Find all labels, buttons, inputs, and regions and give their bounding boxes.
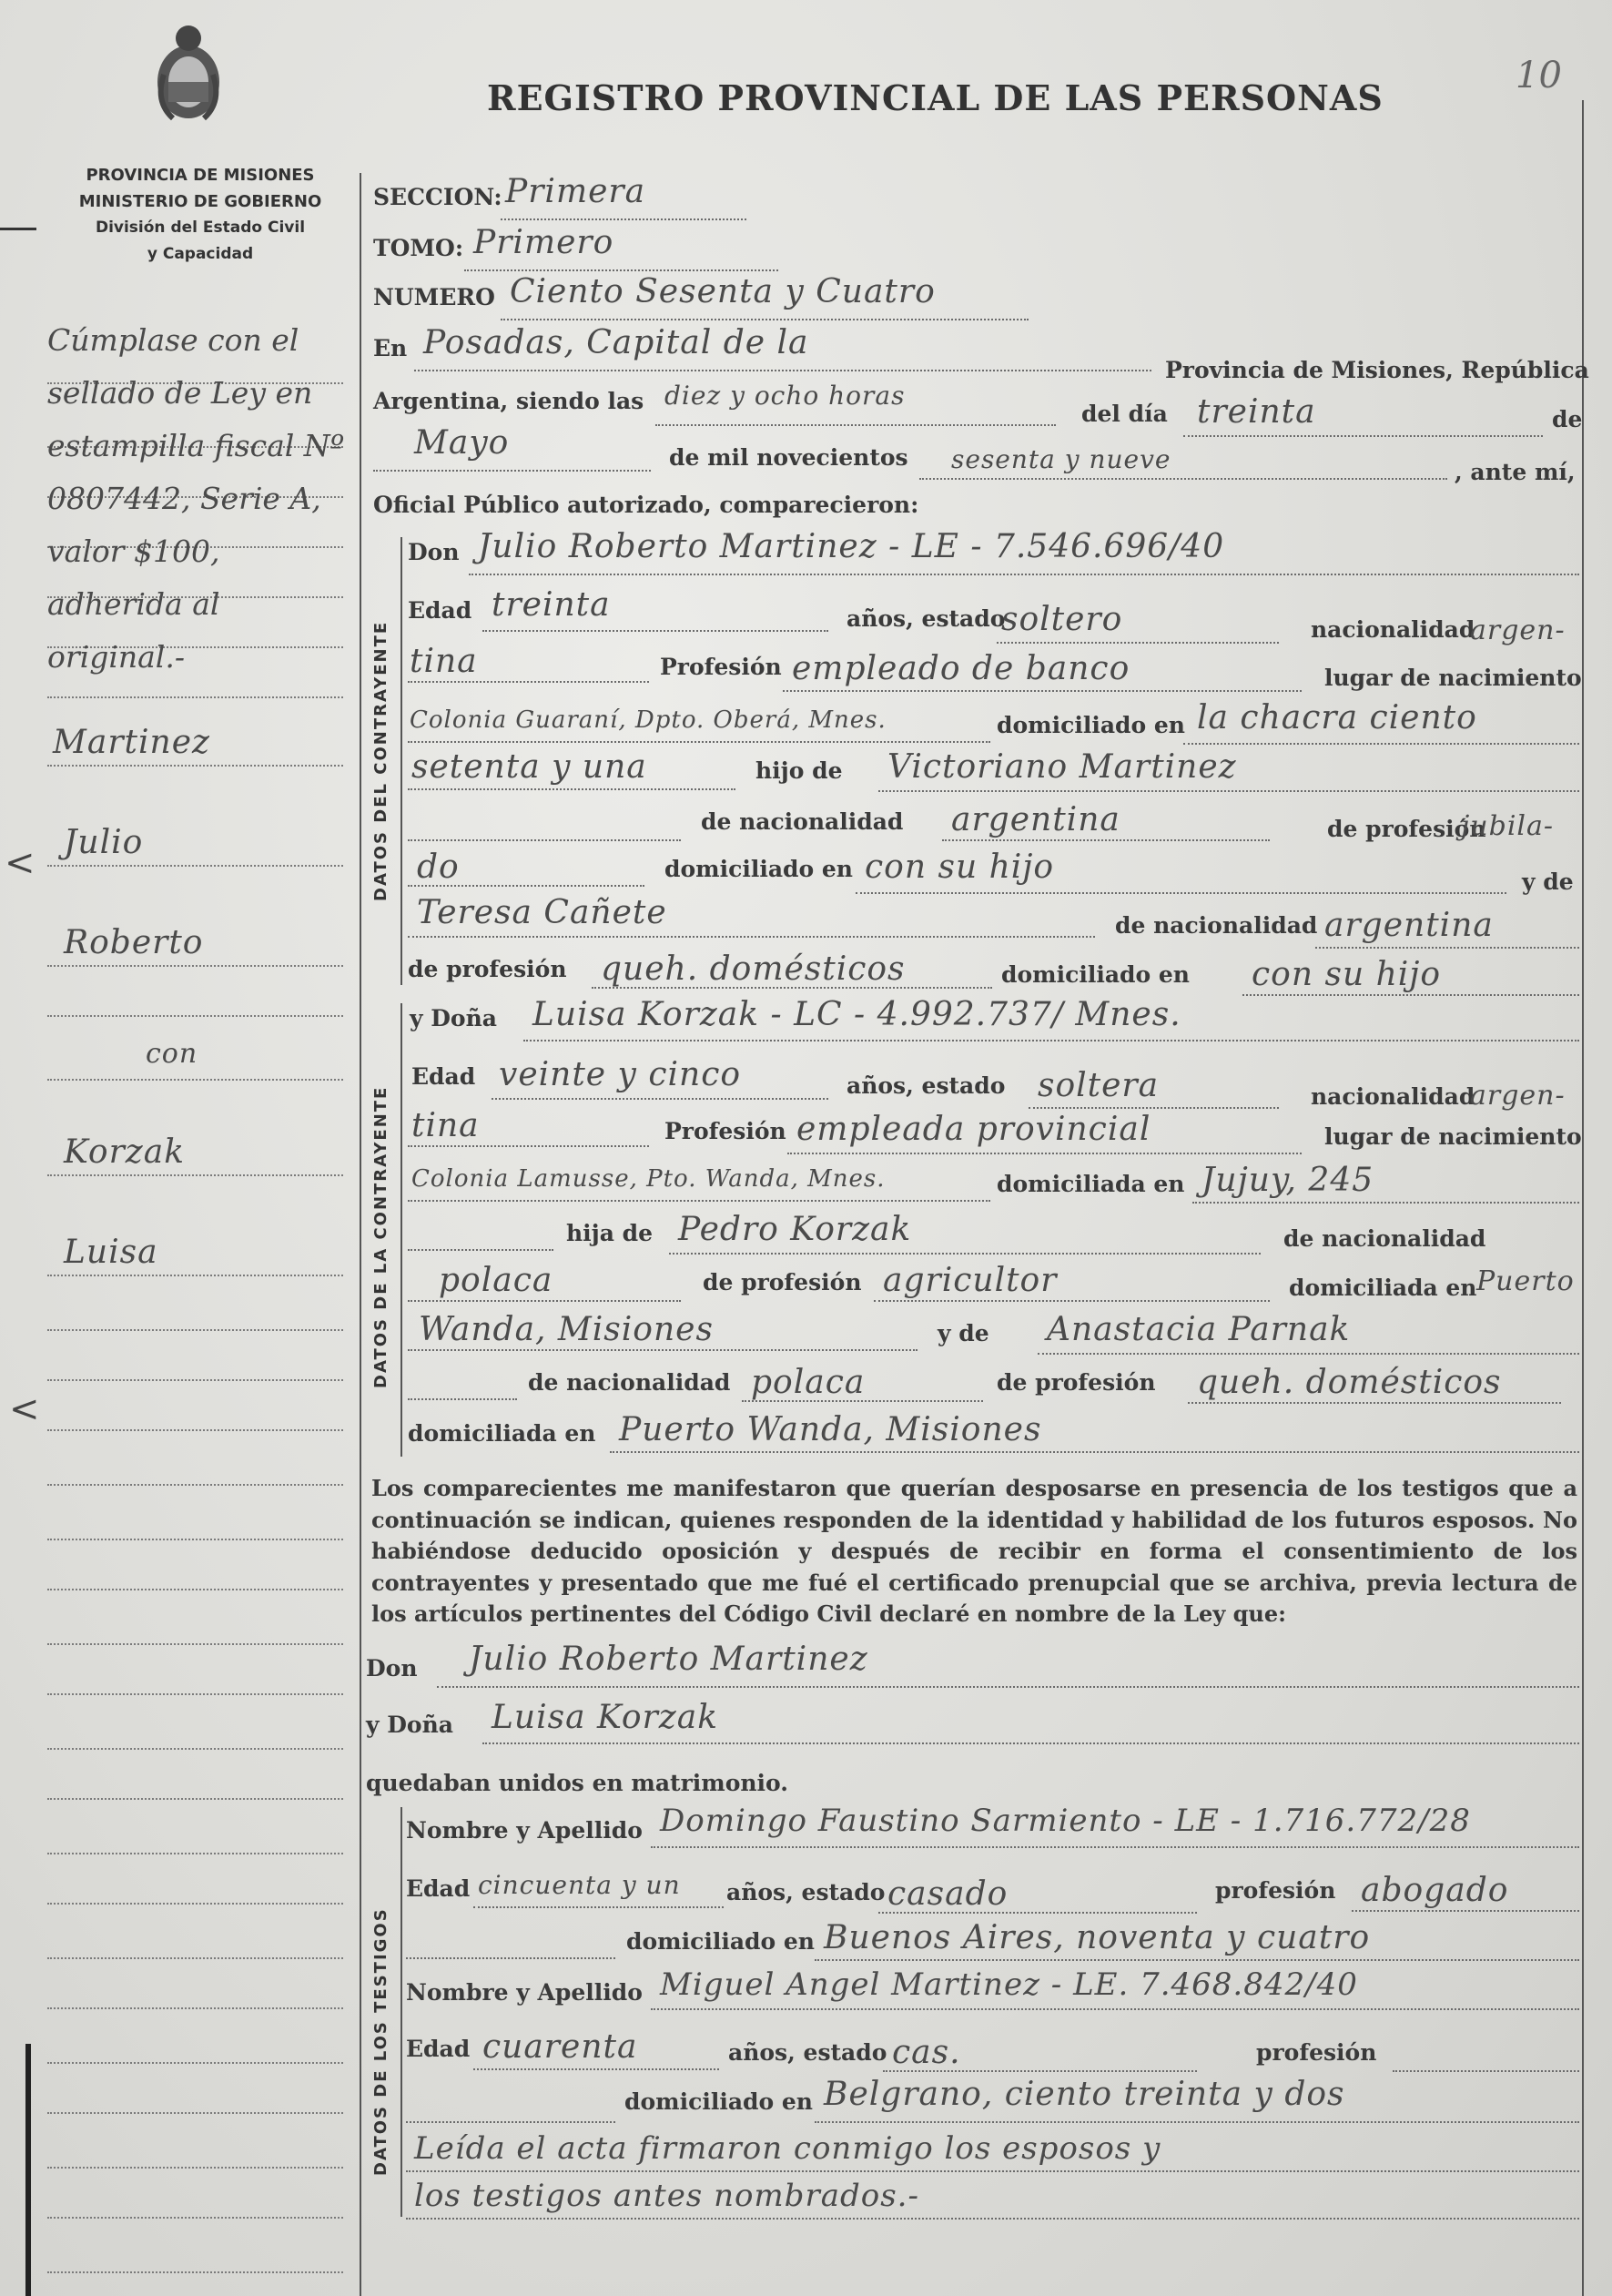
- bride-padre-prof: agricultor: [883, 1262, 1058, 1299]
- argentina-label: Argentina, siendo las: [373, 388, 644, 414]
- bride-nacionalidad-a: argen-: [1470, 1080, 1566, 1112]
- bride-domicilio-label: domiciliada en: [997, 1171, 1185, 1197]
- witnesses-section-label: DATOS DE LOS TESTIGOS: [371, 1907, 390, 2176]
- w1-profesion-label: profesión: [1215, 1877, 1336, 1904]
- groom-hijo-label: hijo de: [755, 757, 843, 784]
- oficial-label: Oficial Público autorizado, comparecieron:: [373, 492, 919, 518]
- groom-section-label: DATOS DEL CONTRAYENTE: [371, 620, 390, 901]
- anio-value: sesenta y nueve: [951, 444, 1171, 474]
- tomo-label: TOMO:: [373, 235, 464, 261]
- en-value: Posadas, Capital de la: [423, 324, 809, 361]
- declaration-text: Los comparecientes me manifestaron que querían desposarse en presencia de los testigos que a continuación se indican, quienes responden de la identidad y habilidad de los futuros esposos. No habiéndose deducido oposición y después de recibir en forma el consentimiento de los contrayentes y presentado que me fué el certificado prenupcial que se archiva, previa lectura de los artículos pertinentes del Código Civil declaré en nombre de la Ley que:: [371, 1475, 1577, 1627]
- bride-yde-label: y de: [938, 1320, 989, 1346]
- w1-domicilio: Buenos Aires, noventa y cuatro: [824, 1919, 1371, 1956]
- groom-profesion-label: Profesión: [660, 654, 782, 680]
- w2-estado: cas.: [892, 2034, 961, 2071]
- groom-don-label: Don: [408, 539, 460, 565]
- seccion-label: SECCION:: [373, 184, 502, 210]
- w2-edad: cuarenta: [482, 2028, 638, 2066]
- dia-value: treinta: [1197, 393, 1316, 431]
- groom-padre-nac-label: de nacionalidad: [701, 808, 904, 835]
- w2-profesion-label: profesión: [1256, 2039, 1377, 2066]
- tomo-value: Primero: [473, 224, 614, 261]
- bride-padre-nac: polaca: [439, 1262, 553, 1299]
- margin-stamp-note: Cúmplase con el sellado de Ley en estampilla fiscal Nº 0807442, Serie A, valor $100, adherida al original.-: [47, 322, 345, 675]
- groom-padre-nac: argentina: [951, 801, 1120, 838]
- margin-tick: [0, 228, 36, 230]
- bride-madre-prof: queh. domésticos: [1197, 1364, 1502, 1401]
- division-name-2: y Capacidad: [147, 245, 254, 263]
- groom-padre-dom-label: domiciliado en: [664, 856, 853, 882]
- groom-madre-nac-label: de nacionalidad: [1115, 912, 1318, 939]
- bride-padre-dom-a: Puerto: [1476, 1265, 1575, 1297]
- groom-nacionalidad-label: nacionalidad: [1311, 616, 1475, 643]
- w2-domicilio: Belgrano, ciento treinta y dos: [824, 2076, 1345, 2113]
- groom-profesion: empleado de banco: [792, 650, 1130, 687]
- groom-lugar-label: lugar de nacimiento: [1324, 665, 1582, 691]
- bride-nacionalidad-b: tina: [411, 1107, 480, 1144]
- bride-padre-dom-label: domiciliada en: [1289, 1275, 1477, 1301]
- bride-lugar-label: lugar de nacimiento: [1324, 1123, 1582, 1150]
- w1-anios-label: años, estado: [726, 1879, 886, 1905]
- closing-line-2: los testigos antes nombrados.-: [414, 2178, 919, 2214]
- bride-estado: soltera: [1038, 1067, 1160, 1104]
- bride-madre-dom: Puerto Wanda, Misiones: [619, 1411, 1042, 1448]
- bride-section-label: DATOS DE LA CONTRAYENTE: [371, 1085, 390, 1388]
- decl-bride-name: Luisa Korzak: [492, 1699, 719, 1736]
- anio-label: de mil novecientos: [669, 444, 908, 471]
- w2-anios-label: años, estado: [728, 2039, 887, 2066]
- groom-nacionalidad-a: argen-: [1470, 615, 1566, 646]
- dia-label: del día: [1081, 401, 1168, 427]
- groom-lugar: Colonia Guaraní, Dpto. Oberá, Mnes.: [410, 706, 887, 734]
- groom-domicilio-a: la chacra ciento: [1197, 699, 1477, 737]
- bride-madre-nac-label: de nacionalidad: [528, 1369, 731, 1396]
- decl-dona-label: y Doña: [366, 1712, 453, 1738]
- w2-nombre: Miguel Angel Martinez - LE. 7.468.842/40: [660, 1966, 1358, 2003]
- bride-madre-prof-label: de profesión: [997, 1369, 1156, 1396]
- numero-label: NUMERO: [373, 284, 495, 310]
- bride-madre-nac: polaca: [751, 1364, 866, 1401]
- bride-edad-label: Edad: [411, 1063, 476, 1090]
- margin-name-bride-first: Luisa: [64, 1234, 158, 1271]
- province-name: PROVINCIA DE MISIONES: [86, 166, 315, 185]
- margin-name-surname: Martinez: [53, 724, 210, 761]
- groom-name: Julio Roberto Martinez - LE - 7.546.696/40: [478, 528, 1225, 565]
- binding-mark: [25, 2044, 31, 2296]
- groom-padre-prof-b: do: [417, 848, 460, 886]
- ministry-name: MINISTERIO DE GOBIERNO: [78, 192, 322, 211]
- decl-groom-name: Julio Roberto Martinez: [469, 1641, 868, 1678]
- frame-left-border: [360, 173, 361, 2296]
- margin-name-bride-surname: Korzak: [64, 1133, 186, 1171]
- groom-estado: soltero: [1001, 601, 1123, 638]
- bride-padre-prof-label: de profesión: [703, 1269, 862, 1295]
- bride-padre-nac-label: de nacionalidad: [1283, 1225, 1486, 1252]
- groom-madre-prof-label: de profesión: [408, 956, 567, 982]
- w2-domicilio-label: domiciliado en: [624, 2088, 813, 2115]
- w1-estado: casado: [887, 1875, 1009, 1913]
- bride-padre: Pedro Korzak: [678, 1211, 912, 1248]
- bride-madre: Anastacia Parnak: [1047, 1311, 1351, 1348]
- groom-padre-prof-label: de profesión: [1327, 816, 1486, 842]
- bride-edad: veinte y cinco: [499, 1056, 742, 1093]
- margin-mark: <: [5, 842, 35, 884]
- groom-edad-label: Edad: [408, 597, 472, 624]
- numero-value: Ciento Sesenta y Cuatro: [510, 273, 936, 310]
- groom-padre-dom: con su hijo: [865, 848, 1055, 886]
- bride-profesion-label: Profesión: [664, 1118, 786, 1144]
- bride-dona-label: y Doña: [410, 1005, 497, 1031]
- w1-edad-label: Edad: [406, 1875, 471, 1902]
- en-label: En: [373, 335, 408, 361]
- groom-madre-dom-label: domiciliado en: [1001, 961, 1190, 988]
- groom-padre: Victoriano Martinez: [887, 748, 1237, 786]
- decl-closing: quedaban unidos en matrimonio.: [366, 1770, 788, 1796]
- section-divider: [400, 1003, 402, 1457]
- hora-value: diez y ocho horas: [664, 381, 906, 411]
- groom-madre-nac: argentina: [1324, 907, 1494, 944]
- bride-nacionalidad-label: nacionalidad: [1311, 1083, 1475, 1110]
- groom-madre-dom: con su hijo: [1252, 956, 1442, 993]
- w1-domicilio-label: domiciliado en: [626, 1928, 815, 1955]
- w1-edad: cincuenta y un: [478, 1870, 681, 1900]
- groom-nacionalidad-b: tina: [410, 643, 478, 680]
- w2-nombre-label: Nombre y Apellido: [406, 1979, 643, 2006]
- seccion-value: Primera: [505, 173, 646, 210]
- ante-label: , ante mí,: [1455, 459, 1576, 485]
- page-title: REGISTRO PROVINCIAL DE LAS PERSONAS: [487, 77, 1384, 118]
- groom-anios-label: años, estado: [847, 605, 1006, 632]
- w1-profesion: abogado: [1361, 1872, 1509, 1909]
- margin-conjunction: con: [146, 1038, 198, 1070]
- groom-madre-prof: queh. domésticos: [601, 950, 906, 988]
- margin-name-second: Roberto: [64, 924, 204, 961]
- margin-name-first: Julio: [64, 824, 144, 861]
- groom-padre-prof-a: jubila-: [1461, 810, 1555, 842]
- institution-block: [55, 162, 346, 268]
- groom-domicilio-b: setenta y una: [411, 748, 647, 786]
- bride-anios-label: años, estado: [847, 1072, 1006, 1099]
- bride-hija-label: hija de: [566, 1220, 654, 1246]
- decl-don-label: Don: [366, 1655, 418, 1681]
- bride-name: Luisa Korzak - LC - 4.992.737/ Mnes.: [532, 996, 1181, 1033]
- w1-nombre-label: Nombre y Apellido: [406, 1817, 643, 1844]
- margin-mark: <: [9, 1388, 40, 1430]
- bride-lugar: Colonia Lamusse, Pto. Wanda, Mnes.: [411, 1165, 886, 1193]
- bride-profesion: empleada provincial: [796, 1111, 1151, 1148]
- bride-padre-dom-b: Wanda, Misiones: [419, 1311, 714, 1348]
- groom-madre: Teresa Cañete: [417, 894, 667, 931]
- groom-domicilio-label: domiciliado en: [997, 712, 1185, 738]
- bride-madre-dom-label: domiciliada en: [408, 1420, 596, 1447]
- division-name: División del Estado Civil: [95, 218, 306, 237]
- section-divider: [400, 537, 402, 985]
- de-label: de: [1552, 406, 1583, 432]
- section-divider: [400, 1807, 402, 2217]
- groom-yde-label: y de: [1522, 869, 1574, 895]
- coat-of-arms-emblem: [146, 20, 232, 125]
- provincia-label: Provincia de Misiones, República: [1165, 357, 1589, 383]
- mes-value: Mayo: [414, 424, 510, 462]
- page-number: 10: [1516, 55, 1562, 97]
- w2-edad-label: Edad: [406, 2036, 471, 2062]
- closing-line-1: Leída el acta firmaron conmigo los esposos y: [414, 2130, 1161, 2167]
- groom-edad: treinta: [492, 586, 611, 624]
- w1-nombre: Domingo Faustino Sarmiento - LE - 1.716.772/28: [660, 1803, 1471, 1839]
- bride-domicilio: Jujuy, 245: [1201, 1162, 1374, 1199]
